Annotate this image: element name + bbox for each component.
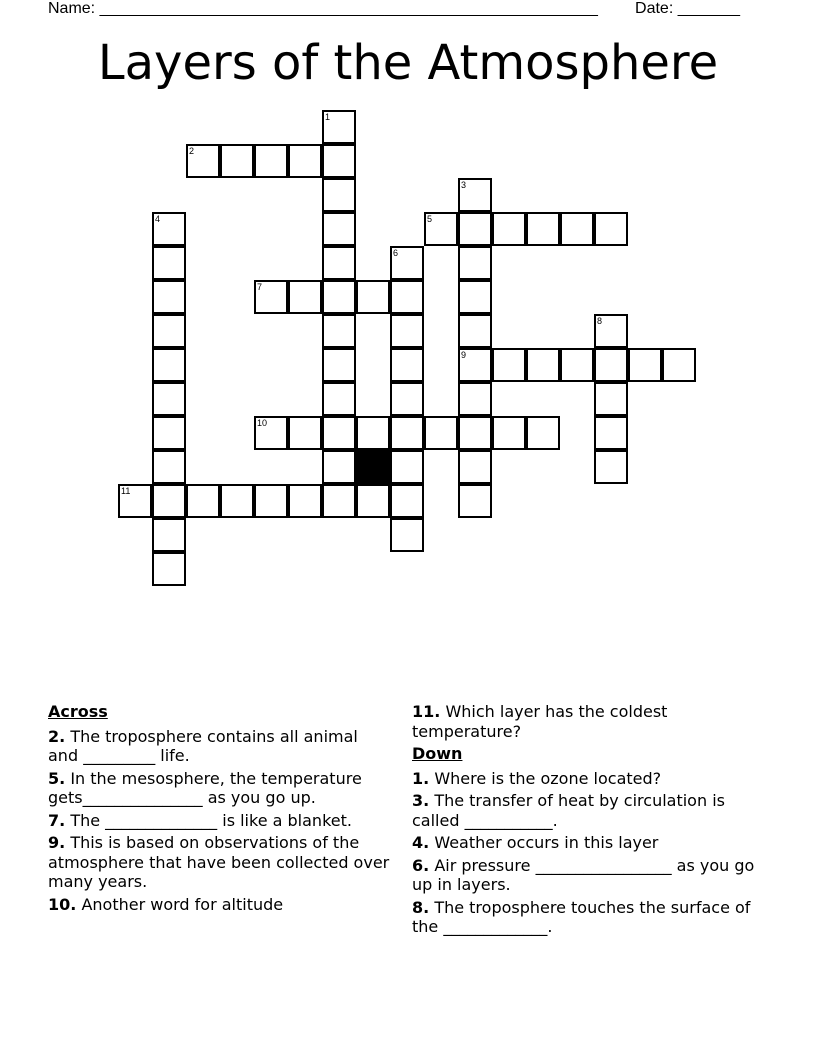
clue-number: 1. <box>412 768 430 788</box>
grid-cell[interactable] <box>526 416 560 450</box>
across-clue-2 <box>48 727 393 766</box>
grid-cell[interactable] <box>322 314 356 348</box>
clue-number: 2. <box>48 726 66 746</box>
clue-number-label: 11 <box>121 486 131 496</box>
clue-text: Air pressure _________________ as you go up in layers. <box>412 855 755 894</box>
grid-cell[interactable] <box>322 144 356 178</box>
grid-cell[interactable] <box>390 348 424 382</box>
down-clue-6 <box>412 856 762 895</box>
grid-cell[interactable] <box>458 280 492 314</box>
grid-cell[interactable] <box>322 212 356 246</box>
clue-number: 10. <box>48 894 77 914</box>
grid-cell[interactable] <box>390 416 424 450</box>
grid-cell[interactable] <box>322 110 356 144</box>
grid-cell[interactable] <box>390 518 424 552</box>
grid-cell[interactable] <box>594 348 628 382</box>
grid-cell[interactable] <box>458 212 492 246</box>
black-square <box>356 450 390 484</box>
grid-cell[interactable] <box>458 314 492 348</box>
grid-cell[interactable] <box>152 484 186 518</box>
grid-cell[interactable] <box>390 450 424 484</box>
clue-number-label: 9 <box>461 350 467 360</box>
clue-number-label: 5 <box>427 214 433 224</box>
grid-cell[interactable] <box>458 450 492 484</box>
clue-text: This is based on observations of the atmosphere that have been collected over many years. <box>48 833 390 891</box>
across-clue-11 <box>412 702 762 741</box>
grid-cell[interactable] <box>424 416 458 450</box>
grid-cell[interactable] <box>594 212 628 246</box>
down-clue-1 <box>412 769 762 789</box>
clue-number-label: 10 <box>257 418 268 428</box>
grid-cell[interactable] <box>152 314 186 348</box>
grid-cell[interactable] <box>390 246 424 280</box>
grid-cell[interactable] <box>288 416 322 450</box>
grid-cell[interactable] <box>322 280 356 314</box>
grid-cell[interactable] <box>662 348 696 382</box>
grid-cell[interactable] <box>458 348 492 382</box>
clue-number-label: 7 <box>257 282 263 292</box>
down-clue-8 <box>412 898 762 937</box>
grid-cell[interactable] <box>118 484 152 518</box>
grid-cell[interactable] <box>152 518 186 552</box>
clue-number: 9. <box>48 833 66 852</box>
across-clue-10 <box>48 895 393 915</box>
grid-cell[interactable] <box>594 450 628 484</box>
grid-cell[interactable] <box>322 450 356 484</box>
clue-number-label: 8 <box>597 316 603 326</box>
grid-cell[interactable] <box>458 178 492 212</box>
grid-cell[interactable] <box>254 280 288 314</box>
grid-cell[interactable] <box>186 144 220 178</box>
clue-number: 4. <box>412 833 430 852</box>
grid-cell[interactable] <box>322 178 356 212</box>
grid-cell[interactable] <box>492 416 526 450</box>
grid-cell[interactable] <box>186 484 220 518</box>
clue-number: 5. <box>48 768 66 788</box>
grid-cell[interactable] <box>288 484 322 518</box>
grid-cell[interactable] <box>152 280 186 314</box>
grid-cell[interactable] <box>390 382 424 416</box>
clues-left-column <box>48 702 393 917</box>
clue-number: 7. <box>48 810 66 830</box>
grid-cell[interactable] <box>356 280 390 314</box>
grid-cell[interactable] <box>390 484 424 518</box>
grid-cell[interactable] <box>560 212 594 246</box>
grid-cell[interactable] <box>492 212 526 246</box>
grid-cell[interactable] <box>594 314 628 348</box>
grid-cell[interactable] <box>322 416 356 450</box>
grid-cell[interactable] <box>152 246 186 280</box>
grid-cell[interactable] <box>152 212 186 246</box>
grid-cell[interactable] <box>220 144 254 178</box>
clue-number-label: 2 <box>189 146 195 156</box>
across-clue-5 <box>48 769 393 808</box>
grid-cell[interactable] <box>322 246 356 280</box>
clue-text: The transfer of heat by circulation is called ___________. <box>412 791 725 830</box>
grid-cell[interactable] <box>220 484 254 518</box>
grid-cell[interactable] <box>152 416 186 450</box>
clue-number: 11. <box>412 702 441 721</box>
grid-cell[interactable] <box>254 416 288 450</box>
across-heading: Across <box>48 702 108 721</box>
grid-cell[interactable] <box>152 348 186 382</box>
clue-number-label: 1 <box>325 112 331 122</box>
name-field-label[interactable]: Name: ________________________________________________________ <box>48 0 598 17</box>
clue-text: The troposphere touches the surface of the _____________. <box>412 897 751 936</box>
grid-cell[interactable] <box>458 416 492 450</box>
clue-number-label: 4 <box>155 214 161 224</box>
down-clue-3 <box>412 791 762 830</box>
grid-cell[interactable] <box>288 280 322 314</box>
grid-cell[interactable] <box>594 416 628 450</box>
down-heading: Down <box>412 744 463 763</box>
date-field-label[interactable]: Date: _______ <box>635 0 740 17</box>
clue-text: Which layer has the coldest temperature? <box>412 702 668 741</box>
clue-text: Another word for altitude <box>81 894 284 914</box>
grid-cell[interactable] <box>288 144 322 178</box>
grid-cell[interactable] <box>628 348 662 382</box>
grid-cell[interactable] <box>152 382 186 416</box>
down-clue-4 <box>412 833 762 853</box>
page-title: Layers of the Atmosphere <box>97 35 719 91</box>
clue-number-label: 3 <box>461 180 467 190</box>
grid-cell[interactable] <box>254 144 288 178</box>
grid-cell[interactable] <box>322 382 356 416</box>
grid-cell[interactable] <box>152 552 186 586</box>
across-clue-9 <box>48 833 393 892</box>
clue-number: 8. <box>412 897 430 917</box>
grid-cell[interactable] <box>560 348 594 382</box>
grid-cell[interactable] <box>322 348 356 382</box>
clue-number: 6. <box>412 855 430 875</box>
clue-text: The troposphere contains all animal and _________ life. <box>48 726 358 765</box>
grid-cell[interactable] <box>458 484 492 518</box>
clue-number-label: 6 <box>393 248 399 258</box>
grid-cell[interactable] <box>356 484 390 518</box>
grid-cell[interactable] <box>390 314 424 348</box>
grid-cell[interactable] <box>390 280 424 314</box>
across-clue-7 <box>48 811 393 831</box>
grid-cell[interactable] <box>526 348 560 382</box>
grid-cell[interactable] <box>152 450 186 484</box>
grid-cell[interactable] <box>254 484 288 518</box>
grid-cell[interactable] <box>458 246 492 280</box>
clue-text: In the mesosphere, the temperature gets_______________ as you go up. <box>48 768 362 807</box>
grid-cell[interactable] <box>458 382 492 416</box>
grid-cell[interactable] <box>492 348 526 382</box>
grid-cell[interactable] <box>526 212 560 246</box>
clue-text: Where is the ozone located? <box>434 768 662 788</box>
grid-cell[interactable] <box>594 382 628 416</box>
grid-cell[interactable] <box>424 212 458 246</box>
clues-right-column <box>412 702 762 940</box>
grid-cell[interactable] <box>356 416 390 450</box>
clue-text: Weather occurs in this layer <box>434 833 659 852</box>
clue-number: 3. <box>412 791 430 810</box>
grid-cell[interactable] <box>322 484 356 518</box>
clue-text: The ______________ is like a blanket. <box>70 810 352 830</box>
